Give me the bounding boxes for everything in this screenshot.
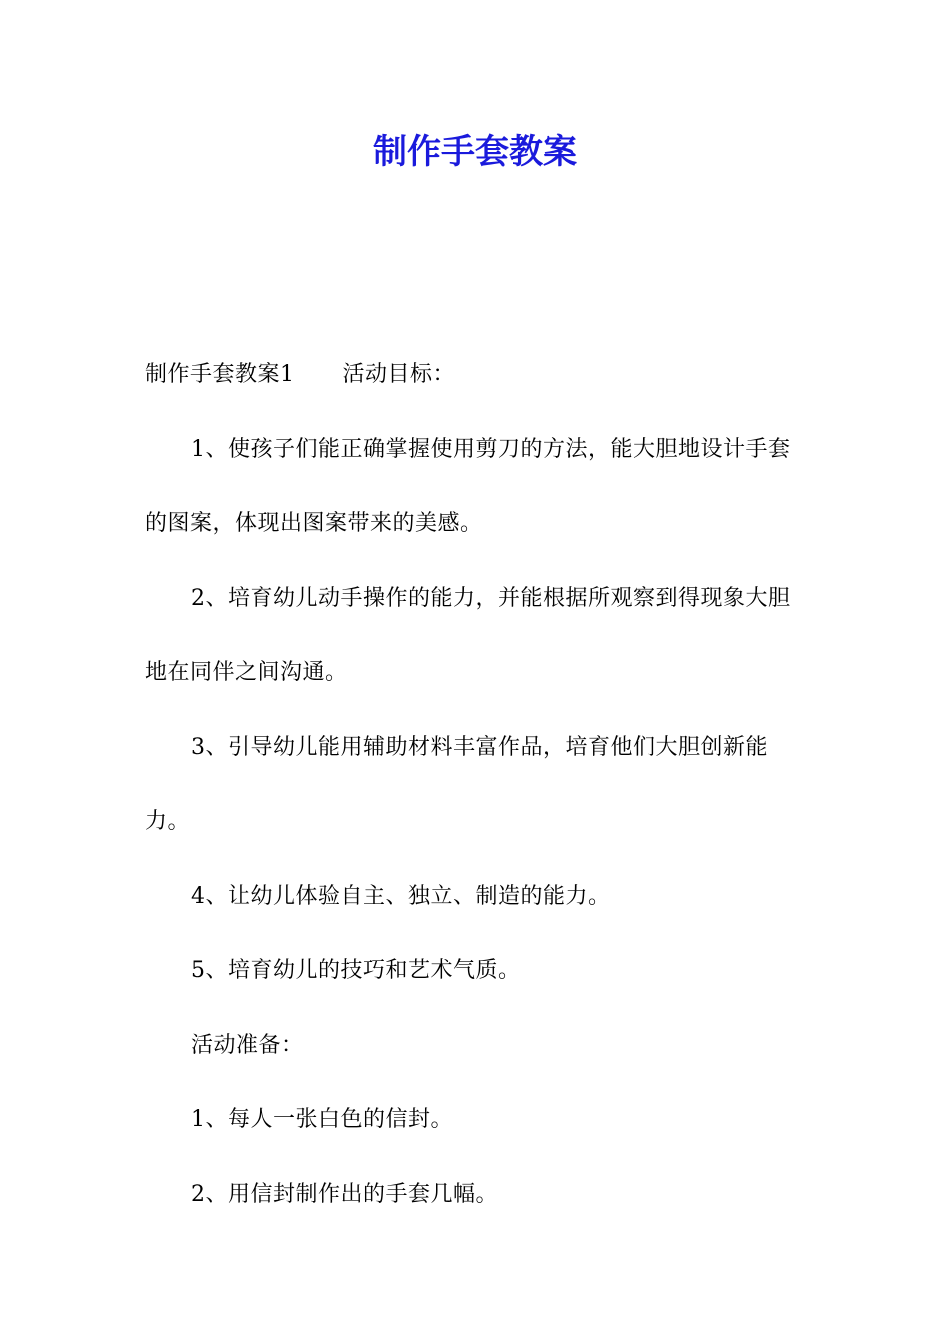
intro-line xyxy=(145,338,810,413)
lesson-heading: 制作手套教案1 xyxy=(145,362,295,387)
document-title: 制作手套教案 xyxy=(373,132,577,172)
goal-item-4: 4、让幼儿体验自主、独立、制造的能力。 xyxy=(191,883,611,909)
prep-item-1: 1、每人一张白色的信封。 xyxy=(191,1107,453,1132)
goal-item-2: 2、培育幼儿动手操作的能力，并能根据所观察到得现象大胆地在同伴之间沟通。 xyxy=(145,585,791,685)
goal-item-3: 3、引导幼儿能用辅助材料丰富作品，培育他们大胆创新能力。 xyxy=(145,734,768,834)
goal-item-5: 5、培育幼儿的技巧和艺术气质。 xyxy=(191,958,521,983)
prep-item-2: 2、用信封制作出的手套几幅。 xyxy=(191,1181,498,1207)
document-body xyxy=(145,338,810,1232)
goal-item-1: 1、使孩子们能正确掌握使用剪刀的方法，能大胆地设计手套的图案，体现出图案带来的美感。 xyxy=(145,436,791,536)
goals-heading: 活动目标： xyxy=(342,362,456,387)
prep-heading: 活动准备： xyxy=(191,1032,304,1058)
